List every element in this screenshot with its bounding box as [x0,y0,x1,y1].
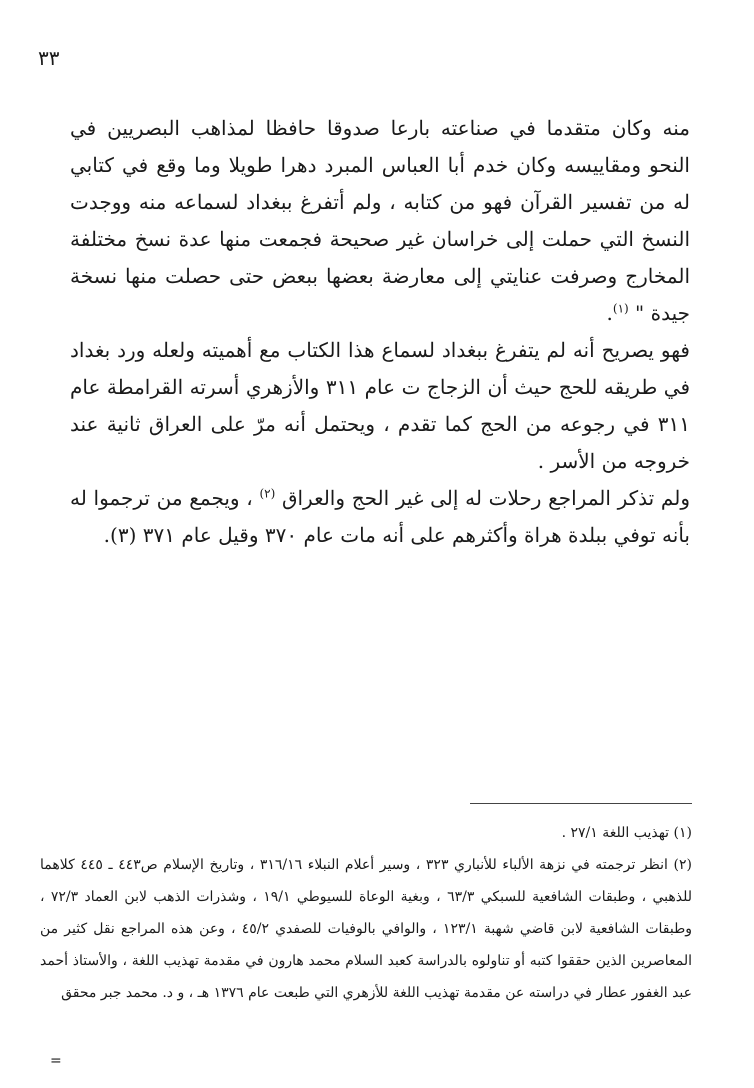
paragraph-tail: ، ويجمع من ترجموا له بأنه توفي ببلدة هراة وأكثرهم على أنه مات عام ٣٧٠ وقيل عام ٣٧١ (٣). [70,486,690,547]
footnote-divider [470,803,692,804]
paragraph-text: فهو يصريح أنه لم يتفرغ ببغداد لسماع هذا الكتاب مع أهميته ولعله ورد بغداد في طريقه للحج حيث أن الزجاج ت عام ٣١١ والأزهري أسرته القرامطة عام ٣١١ في رجوعه من الحج كما تقدم ، ويحتمل أنه مرّ على العراق ثانية عند خروجه من الأسر . [70,338,690,473]
page-number: ٣٣ [38,46,60,70]
paragraph [70,332,690,480]
footnote-ref: (٢) [259,486,276,501]
paragraph-tail: . [606,301,613,325]
footnote: (١) تهذيب اللغة ٢٧/١ . [561,825,692,841]
continuation-mark: = [50,1053,62,1069]
paragraph [70,110,690,332]
main-text [70,110,690,554]
footnote-ref: (١) [612,301,629,316]
footnotes [40,817,692,1009]
footnote: (٢) انظر ترجمته في نزهة الألباء للأنباري ٣٢٣ ، وسير أعلام النبلاء ٣١٦/١٦ ، وتاريخ الإسلام ص٤٤٣ ـ ٤٤٥ كلاهما للذهبي ، وطبقات الشافعية للسبكي ٦٣/٣ ، وبغية الوعاة للسيوطي ١٩/١ ، وشذرات الذهب لابن العماد ٧٢/٣ ، وطبقات الشافعية لابن قاضي شهبة ١٢٣/١ ، والوافي بالوفيات للصفدي ٤٥/٢ ، وعن هذه المراجع نقل كثير من المعاصرين الذين حققوا كتبه أو تناولوه بالدراسة كعبد السلام محمد هارون في مقدمة تهذيب اللغة ، والأستاذ أحمد عبد الغفور عطار في دراسته عن مقدمة تهذيب اللغة للأزهري التي طبعت عام ١٣٧٦ هـ ، و د. محمد جبر محقق [40,857,692,1001]
paragraph-text: منه وكان متقدما في صناعته بارعا صدوقا حافظا لمذاهب البصريين في النحو ومقاييسه وكان خدم أبا العباس المبرد دهرا طويلا وما وقع في كتابي له من تفسير القرآن فهو من كتابه ، ولم أتفرغ ببغداد لسماعه منه ووجدت النسخ التي حملت إلى خراسان غير صحيحة فجمعت منها عدة نسخ مختلفة المخارج وصرفت عنايتي إلى معارضة بعضها ببعض حتى حصلت منها نسخة جيدة " [70,116,690,325]
paragraph-text: ولم تذكر المراجع رحلات له إلى غير الحج والعراق [275,486,690,510]
paragraph [70,480,690,554]
